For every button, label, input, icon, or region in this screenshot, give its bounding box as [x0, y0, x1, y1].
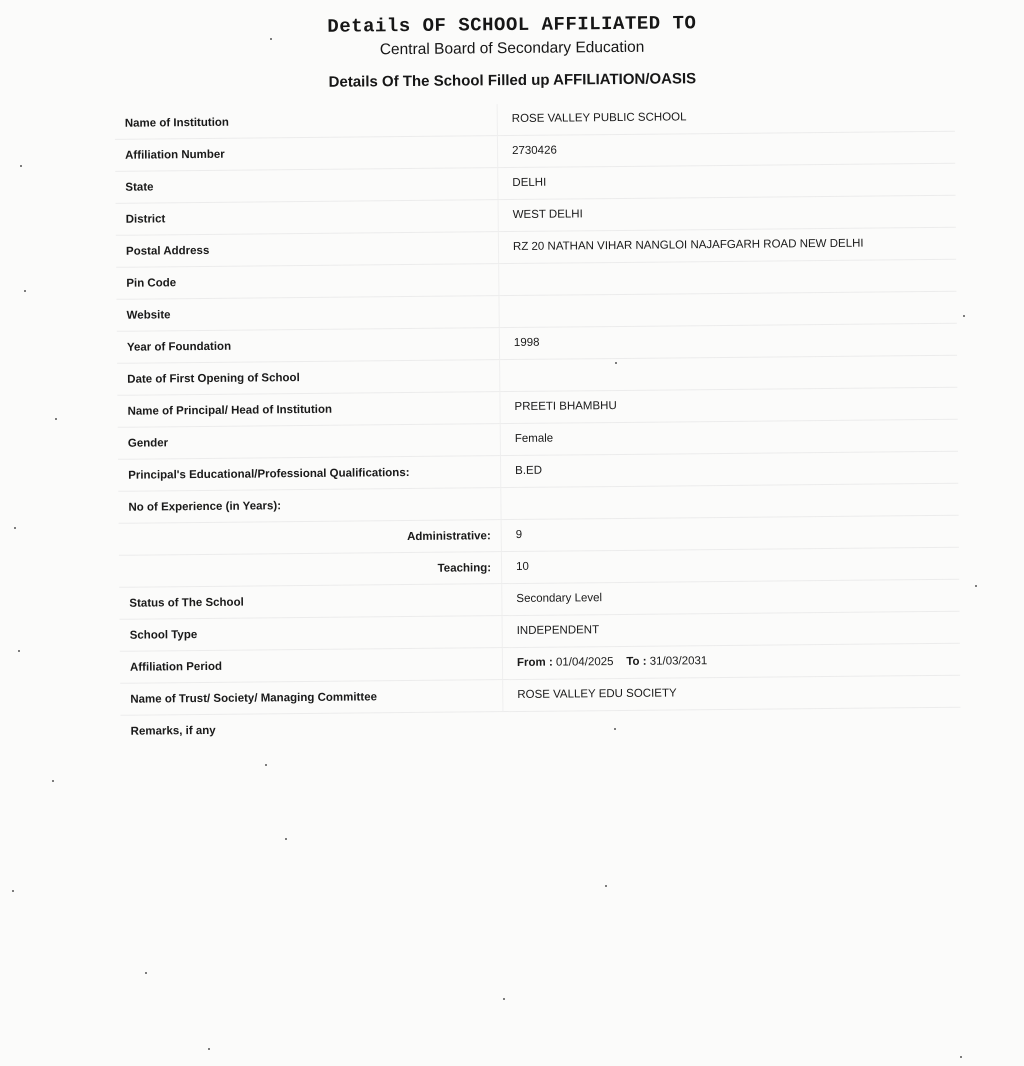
scan-speck	[963, 315, 965, 317]
scan-speck	[975, 585, 977, 587]
scan-speck	[14, 527, 16, 529]
affiliation-period-value	[502, 644, 960, 679]
state-value: DELHI	[497, 164, 955, 199]
gender-value: Female	[500, 420, 958, 455]
qualifications-value: B.ED	[500, 452, 958, 487]
scan-speck	[960, 1056, 962, 1058]
principal-label: Name of Principal/ Head of Institution	[127, 403, 333, 418]
experience-label: No of Experience (in Years):	[128, 499, 282, 514]
scan-speck	[20, 165, 22, 167]
row-remarks	[120, 708, 960, 747]
institution-label: Name of Institution	[124, 116, 229, 130]
scan-speck	[265, 764, 267, 766]
scan-speck	[18, 650, 20, 652]
scan-speck	[12, 890, 14, 892]
status-value: Secondary Level	[501, 580, 959, 615]
district-label: District	[125, 212, 166, 226]
pin-code-value	[498, 260, 956, 295]
first-opening-value	[499, 356, 957, 391]
scan-speck	[285, 838, 287, 840]
from-label: From :	[516, 656, 553, 669]
document-subtitle: Central Board of Secondary Education	[379, 38, 645, 59]
principal-value: PREETI BHAMBHU	[499, 388, 957, 423]
administrative-label: Administrative:	[406, 529, 491, 543]
teaching-value: 10	[501, 548, 959, 583]
status-label: Status of The School	[129, 596, 244, 610]
gender-label: Gender	[127, 436, 169, 450]
first-opening-label: Date of First Opening of School	[127, 371, 300, 386]
to-label: To :	[626, 655, 647, 668]
qualifications-label: Principal's Educational/Professional Qualifications:	[128, 466, 410, 482]
affiliation-period-label: Affiliation Period	[129, 660, 223, 674]
affiliation-number-value: 2730426	[497, 132, 955, 167]
trust-value: ROSE VALLEY EDU SOCIETY	[502, 676, 960, 711]
postal-address-label: Postal Address	[125, 244, 210, 258]
website-label: Website	[126, 308, 171, 322]
postal-address-value: RZ 20 NATHAN VIHAR NANGLOI NAJAFGARH ROAD NEW DELHI	[498, 228, 956, 263]
teaching-label: Teaching:	[437, 561, 492, 575]
scan-speck	[615, 362, 617, 364]
scan-speck	[52, 780, 54, 782]
scan-speck	[24, 290, 26, 292]
experience-value	[500, 484, 958, 519]
state-label: State	[125, 180, 154, 194]
institution-value: ROSE VALLEY PUBLIC SCHOOL	[497, 100, 955, 135]
year-of-foundation-label: Year of Foundation	[126, 340, 232, 354]
to-value: 31/03/2031	[649, 655, 708, 668]
district-value: WEST DELHI	[498, 196, 956, 231]
scan-speck	[614, 728, 616, 730]
scan-speck	[55, 418, 57, 420]
details-table	[115, 100, 961, 747]
administrative-value: 9	[501, 516, 959, 551]
document-heading: Details Of The School Filled up AFFILIATION/OASIS	[328, 70, 697, 91]
year-of-foundation-value: 1998	[499, 324, 957, 359]
affiliation-number-label: Affiliation Number	[125, 148, 225, 162]
from-value: 01/04/2025	[555, 656, 614, 669]
remarks-label: Remarks, if any	[130, 724, 216, 738]
scan-speck	[208, 1048, 210, 1050]
scan-speck	[270, 38, 272, 40]
school-type-value: INDEPENDENT	[502, 612, 960, 647]
school-type-label: School Type	[129, 628, 198, 642]
website-value	[498, 292, 956, 327]
pin-code-label: Pin Code	[126, 276, 177, 290]
trust-label: Name of Trust/ Society/ Managing Committee	[130, 690, 378, 706]
scan-speck	[605, 885, 607, 887]
scan-speck	[503, 998, 505, 1000]
remarks-value	[502, 708, 960, 743]
document-title: Details OF SCHOOL AFFILIATED TO	[327, 12, 697, 38]
scan-speck	[145, 972, 147, 974]
